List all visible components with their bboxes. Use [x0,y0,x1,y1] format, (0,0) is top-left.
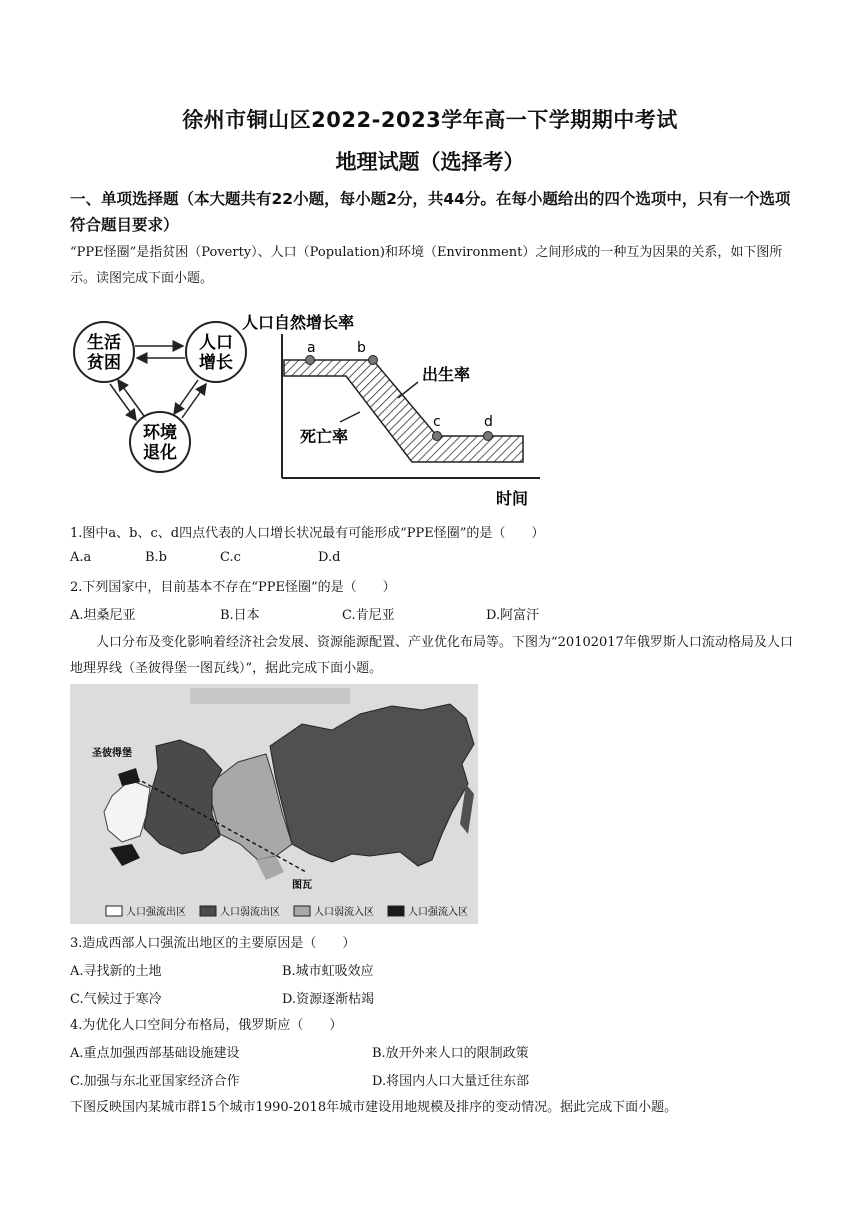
q2-option-a[interactable]: A.坦桑尼亚 [70,608,136,623]
legend-swatch-strong-inflow [388,906,404,916]
q2-option-c[interactable]: C.肯尼亚 [342,608,395,623]
q1-option-b[interactable]: B.b [145,550,168,565]
point-d [484,432,493,441]
ppe-cycle-diagram [70,318,250,478]
point-a-label: a [307,340,316,356]
point-c [433,432,442,441]
node-population-line1: 人口 [199,333,233,353]
q1-option-c[interactable]: C.c [220,550,241,565]
q1-option-a[interactable]: A.a [70,550,92,565]
russia-migration-map [70,684,478,924]
death-label-leader [340,412,360,422]
q2-option-b[interactable]: B.日本 [220,608,260,623]
node-poverty-line1: 生活 [87,333,121,353]
section-heading: 一、单项选择题（本大题共有22小题，每小题2分，共44分。在每小题给出的四个选项中，只有一个选项符合题目要求） [70,190,791,234]
russia-map-drawing [70,684,478,924]
intro-russia: 人口分布及变化影响着经济社会发展、资源能源配置、产业优化布局等。下图为“20102017年俄罗斯人口流动格局及人口地理界线（圣彼得堡一图瓦线）”，据此完成下面小题。 [70,635,793,676]
point-b [369,356,378,365]
intro-city-cluster: 下图反映国内某城市群15个城市1990-2018年城市建设用地规模及排序的变动情况。据此完成下面小题。 [70,1100,678,1115]
q1-option-d[interactable]: D.d [318,550,341,565]
node-environment-line1: 环境 [143,423,177,443]
point-c-label: c [433,414,441,430]
q3-option-c[interactable]: C.气候过于寒冷 [70,992,162,1007]
legend-weak-inflow: 人口弱流入区 [314,907,374,918]
birth-label-leader [398,382,418,398]
legend-strong-outflow: 人口强流出区 [126,907,186,918]
exam-subtitle: 地理试题（选择考） [335,150,525,174]
legend-swatch-weak-outflow [200,906,216,916]
point-a [306,356,315,365]
birth-rate-label: 出生率 [422,365,471,384]
point-b-label: b [357,340,366,356]
y-axis-label: 人口自然增长率 [242,313,355,332]
q2-stem: 2.下列国家中，目前基本不存在“PPE怪圈”的是（ ） [70,580,396,595]
q4-option-c[interactable]: C.加强与东北亚国家经济合作 [70,1074,240,1089]
arrow-environment-poverty [118,380,144,416]
node-environment-line2: 退化 [143,443,177,463]
q4-option-a[interactable]: A.重点加强西部基础设施建设 [70,1046,240,1061]
arrow-population-environment [174,380,198,414]
q4-option-d[interactable]: D.将国内人口大量迁往东部 [372,1074,530,1089]
legend-swatch-weak-inflow [294,906,310,916]
q3-option-a[interactable]: A.寻找新的土地 [70,964,162,979]
intro-ppe: “PPE怪圈”是指贫困（Poverty）、人口（Population)和环境（Environment）之间形成的一种互为因果的关系，如下图所示。读图完成下面小题。 [70,245,783,286]
q4-stem: 4.为优化人口空间分布格局，俄罗斯应（ ） [70,1018,343,1033]
death-rate-label: 死亡率 [300,427,349,446]
exam-title: 徐州市铜山区2022-2023学年高一下学期期中考试 [182,108,678,132]
q1-stem: 1.图中a、b、c、d四点代表的人口增长状况最有可能形成“PPE怪圈”的是（ ） [70,526,545,541]
x-axis-label: 时间 [496,489,529,508]
city-tuva: 图瓦 [292,880,312,891]
arrow-environment-population [182,384,206,418]
natural-growth-band [284,360,523,462]
population-growth-graph [240,308,560,514]
node-poverty-line2: 贫困 [87,353,121,373]
point-d-label: d [484,414,493,430]
legend-weak-outflow: 人口弱流出区 [220,907,280,918]
legend-swatch-strong-outflow [106,906,122,916]
arrow-poverty-environment [110,384,136,420]
node-population-line2: 增长 [199,353,233,373]
city-st-petersburg: 圣彼得堡 [92,748,132,759]
q3-option-d[interactable]: D.资源逐渐枯竭 [282,992,375,1007]
q3-option-b[interactable]: B.城市虹吸效应 [282,964,374,979]
q2-option-d[interactable]: D.阿富汗 [486,608,540,623]
q4-option-b[interactable]: B.放开外来人口的限制政策 [372,1046,529,1061]
legend-strong-inflow: 人口强流入区 [408,907,468,918]
q3-stem: 3.造成西部人口强流出地区的主要原因是（ ） [70,936,356,951]
